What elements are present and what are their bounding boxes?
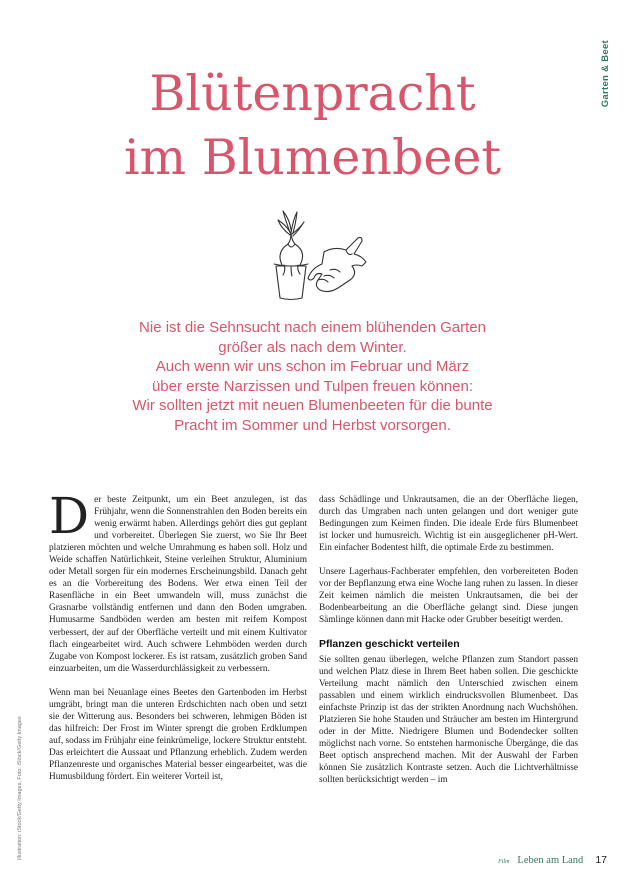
magazine-name: Leben am Land — [517, 855, 584, 866]
article-paragraph: Wenn man bei Neuanlage eines Beetes den Gartenboden im Herbst umgräbt, bringt man die unteren Erdschichten nach oben und setzt sie der Witterung aus. Besonders bei schweren, lehmigen Böden ist das hilfreich: Der Frost im Winter sprengt die groben Erdklumpen auf, sodass im Frühjahr eine feinkrümelige, lockere Struktur entsteht. Das erleichtert die Aussaat und Pflanzung erheblich. Zudem werden Pflanzenreste und organisches Material besser eingearbeitet, was die Humusbildung fördert. Ein weiterer Vorteil ist, — [49, 687, 307, 783]
article-paragraph — [49, 487, 307, 675]
section-subheading: Pflanzen geschickt verteilen — [319, 638, 460, 651]
intro-line: Wir sollten jetzt mit neuen Blumenbeeten für die bunte — [132, 397, 493, 414]
intro-line: Auch wenn wir uns schon im Februar und März — [155, 358, 470, 375]
bulb-and-glove-illustration — [262, 208, 372, 308]
page-number: 17 — [595, 854, 607, 866]
headline — [0, 62, 625, 190]
photo-credit: Illustration: iStock/Getty Images, Foto: iStock/Getty Images — [17, 716, 23, 860]
paragraph-text: er beste Zeitpunkt, um ein Beet anzulegen, ist das Frühjahr, wenn die Sonnenstrahlen den Boden bereits ein wenig erwärmt haben. Allerdings gehört dies gut geplant und vorbereitet. Überlegen Sie zuerst, wo Sie Ihr Beet platzieren möchten und welche Umrahmung es haben soll. Holz und Weide schaffen Natürlichkeit, Steine verleihen Struktur, Aluminium oder Metall sorgen für ein modernes Erscheinungsbild. Danach geht es an die Vorbereitung des Bodens. Wer etwa einen Teil der Rasenfläche in ein Beet umwandeln will, muss zunächst die Grasnarbe vollständig entfernen und dann den Boden umgraben. Humusarme Sandböden werden am besten mit reifem Kompost verbessert, der auf der Oberfläche verteilt und mit einem Kultivator flach eingearbeitet wird. Auch schwere Lehmböden werden durch Zugabe von Kompost lockerer. Es ist ratsam, zusätzlich groben Sand einzuarbeiten, um die Wasserdurchlässigkeit zu verbessern. — [49, 495, 307, 674]
article-paragraph: Unsere Lagerhaus-Fachberater empfehlen, den vorbereiteten Boden vor der Bepflanzung etwa eine Woche lang ruhen zu lassen. In dieser Zeit keimen nämlich die meisten Unkrautsamen, die bei der Bodenbearbeitung an die Oberfläche gelangt sind. Diese jungen Sämlinge können dann mit Hacke oder Grubber beseitigt werden. — [319, 567, 578, 626]
intro-line: über erste Narzissen und Tulpen freuen können: — [151, 377, 474, 395]
bulb-icon — [280, 234, 303, 265]
drop-cap: D — [49, 487, 90, 545]
intro-line: Pracht im Sommer und Herbst vorsorgen. — [174, 416, 451, 434]
article-paragraph: Sie sollten genau überlegen, welche Pflanzen zum Standort passen und welchen Platz diese in Ihrem Beet haben sollen. Die geschickte Verteilung macht nämlich den Unterschied zwischen einem passablen und einem wirklich eindrucksvollen Blumenbeet. Das einfachste Prinzip ist das der strikten Anordnung nach Wuchshöhen. Platzieren Sie hohe Stauden und Sträucher am besten im Hintergrund oder in der Mitte. Niedrigere Blumen und Bodendecker sollten möglichst nach vorne. So entstehen harmonische Übergänge, die das Beet optisch ansprechend machen. Mit der Auswahl der Farben können Sie zusätzlich Kontraste setzen. Auch die Lichtverhältnisse sollten berücksichtigt werden – im — [319, 654, 578, 785]
headline-line-1: Blütenpracht — [149, 65, 476, 122]
article-paragraph: dass Schädlinge und Unkrautsamen, die an der Oberfläche liegen, durch das Umgraben nach unten gelangen und dort weniger gute Bedingungen zum Keimen finden. Die ideale Erde fürs Blumenbeet ist locker und humusreich. Wichtig ist ein ausgeglichener pH-Wert. Ein einfacher Bodentest hilft, die optimale Erde zu bestimmen. — [319, 495, 578, 554]
article-column-left — [49, 487, 307, 795]
intro-lead — [90, 318, 535, 435]
glove-icon — [308, 237, 366, 291]
page-footer — [498, 854, 607, 870]
article-column-right — [319, 494, 578, 798]
headline-line-2: im Blumenbeet — [123, 129, 502, 186]
footer-brand-prefix: Film — [498, 859, 510, 865]
intro-line: größer als nach dem Winter. — [218, 338, 407, 356]
intro-line: Nie ist die Sehnsucht nach einem blühenden Garten — [139, 319, 486, 336]
section-tag: Garten & Beet — [600, 40, 611, 108]
